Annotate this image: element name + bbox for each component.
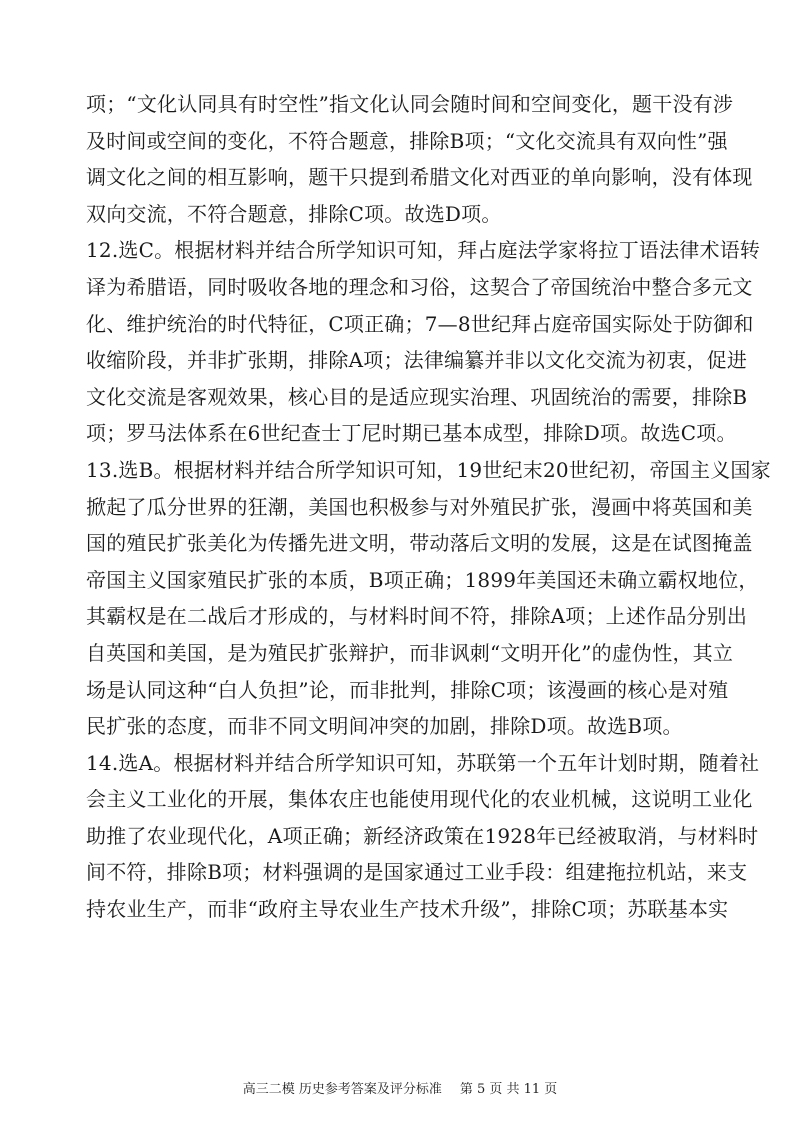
answer-14-line-3: 助推了农业现代化，A项正确；新经济政策在1928年已经被取消，与材料时 bbox=[86, 823, 759, 848]
answer-12-line-5: 文化交流是客观效果，核心目的是适应现实治理、巩固统治的需要，排除B bbox=[86, 384, 748, 409]
answer-12-line-2: 译为希腊语，同时吸收各地的理念和习俗，这契合了帝国统治中整合多元文 bbox=[86, 274, 753, 299]
text-line-3: 调文化之间的相互影响，题干只提到希腊文化对西亚的单向影响，没有体现 bbox=[86, 165, 753, 190]
answer-13-line-4: 帝国主义国家殖民扩张的本质，B项正确；1899年美国还未确立霸权地位， bbox=[86, 567, 759, 592]
text-line-1: 项；“文化认同具有时空性”指文化认同会随时间和空间变化，题干没有涉 bbox=[86, 92, 734, 116]
answer-explanation-body bbox=[86, 86, 771, 928]
footer-title: 高三二模 历史参考答案及评分标准 bbox=[242, 1082, 442, 1097]
answer-13-line-5: 其霸权是在二战后才形成的，与材料时间不符，排除A项；上述作品分别出 bbox=[86, 604, 748, 629]
answer-12-line-1: 12.选C。根据材料并结合所学知识可知，拜占庭法学家将拉丁语法律术语转 bbox=[86, 238, 761, 263]
answer-13-line-7: 场是认同这种“白人负担”论，而非批判，排除C项；该漫画的核心是对殖 bbox=[86, 677, 729, 702]
answer-12-line-6: 项；罗马法体系在6世纪查士丁尼时期已基本成型，排除D项。故选C项。 bbox=[86, 421, 737, 446]
text-line-2: 及时间或空间的变化，不符合题意，排除B项；“文化交流具有双向性”强 bbox=[86, 128, 728, 153]
text-line-4: 双向交流，不符合题意，排除C项。故选D项。 bbox=[86, 201, 502, 226]
answer-14-line-1: 14.选A。根据材料并结合所学知识可知，苏联第一个五年计划时期，随着社 bbox=[86, 750, 760, 775]
answer-12-line-4: 收缩阶段，并非扩张期，排除A项；法律编纂并非以文化交流为初衷，促进 bbox=[86, 348, 748, 373]
answer-14-line-5: 持农业生产，而非“政府主导农业生产技术升级”，排除C项；苏联基本实 bbox=[86, 897, 729, 922]
answer-13-line-3: 国的殖民扩张美化为传播先进文明，带动落后文明的发展，这是在试图掩盖 bbox=[86, 531, 753, 556]
answer-13-line-1: 13.选B。根据材料并结合所学知识可知，19世纪末20世纪初，帝国主义国家 bbox=[86, 457, 771, 482]
answer-13-line-6: 自英国和美国，是为殖民扩张辩护，而非讽刺“文明开化”的虚伪性，其立 bbox=[86, 640, 734, 665]
answer-14-line-4: 间不符，排除B项；材料强调的是国家通过工业手段：组建拖拉机站，来支 bbox=[86, 860, 748, 885]
answer-13-line-8: 民扩张的态度，而非不同文明间冲突的加剧，排除D项。故选B项。 bbox=[86, 714, 683, 739]
footer-page-number: 第 5 页 共 11 页 bbox=[459, 1082, 558, 1097]
answer-12-line-3: 化、维护统治的时代特征，C项正确；7—8世纪拜占庭帝国实际处于防御和 bbox=[86, 311, 754, 336]
answer-14-line-2: 会主义工业化的开展，集体农庄也能使用现代化的农业机械，这说明工业化 bbox=[86, 787, 753, 812]
answer-13-line-2: 掀起了瓜分世界的狂潮，美国也积极参与对外殖民扩张，漫画中将英国和美 bbox=[86, 494, 753, 519]
page-footer bbox=[0, 1078, 800, 1097]
